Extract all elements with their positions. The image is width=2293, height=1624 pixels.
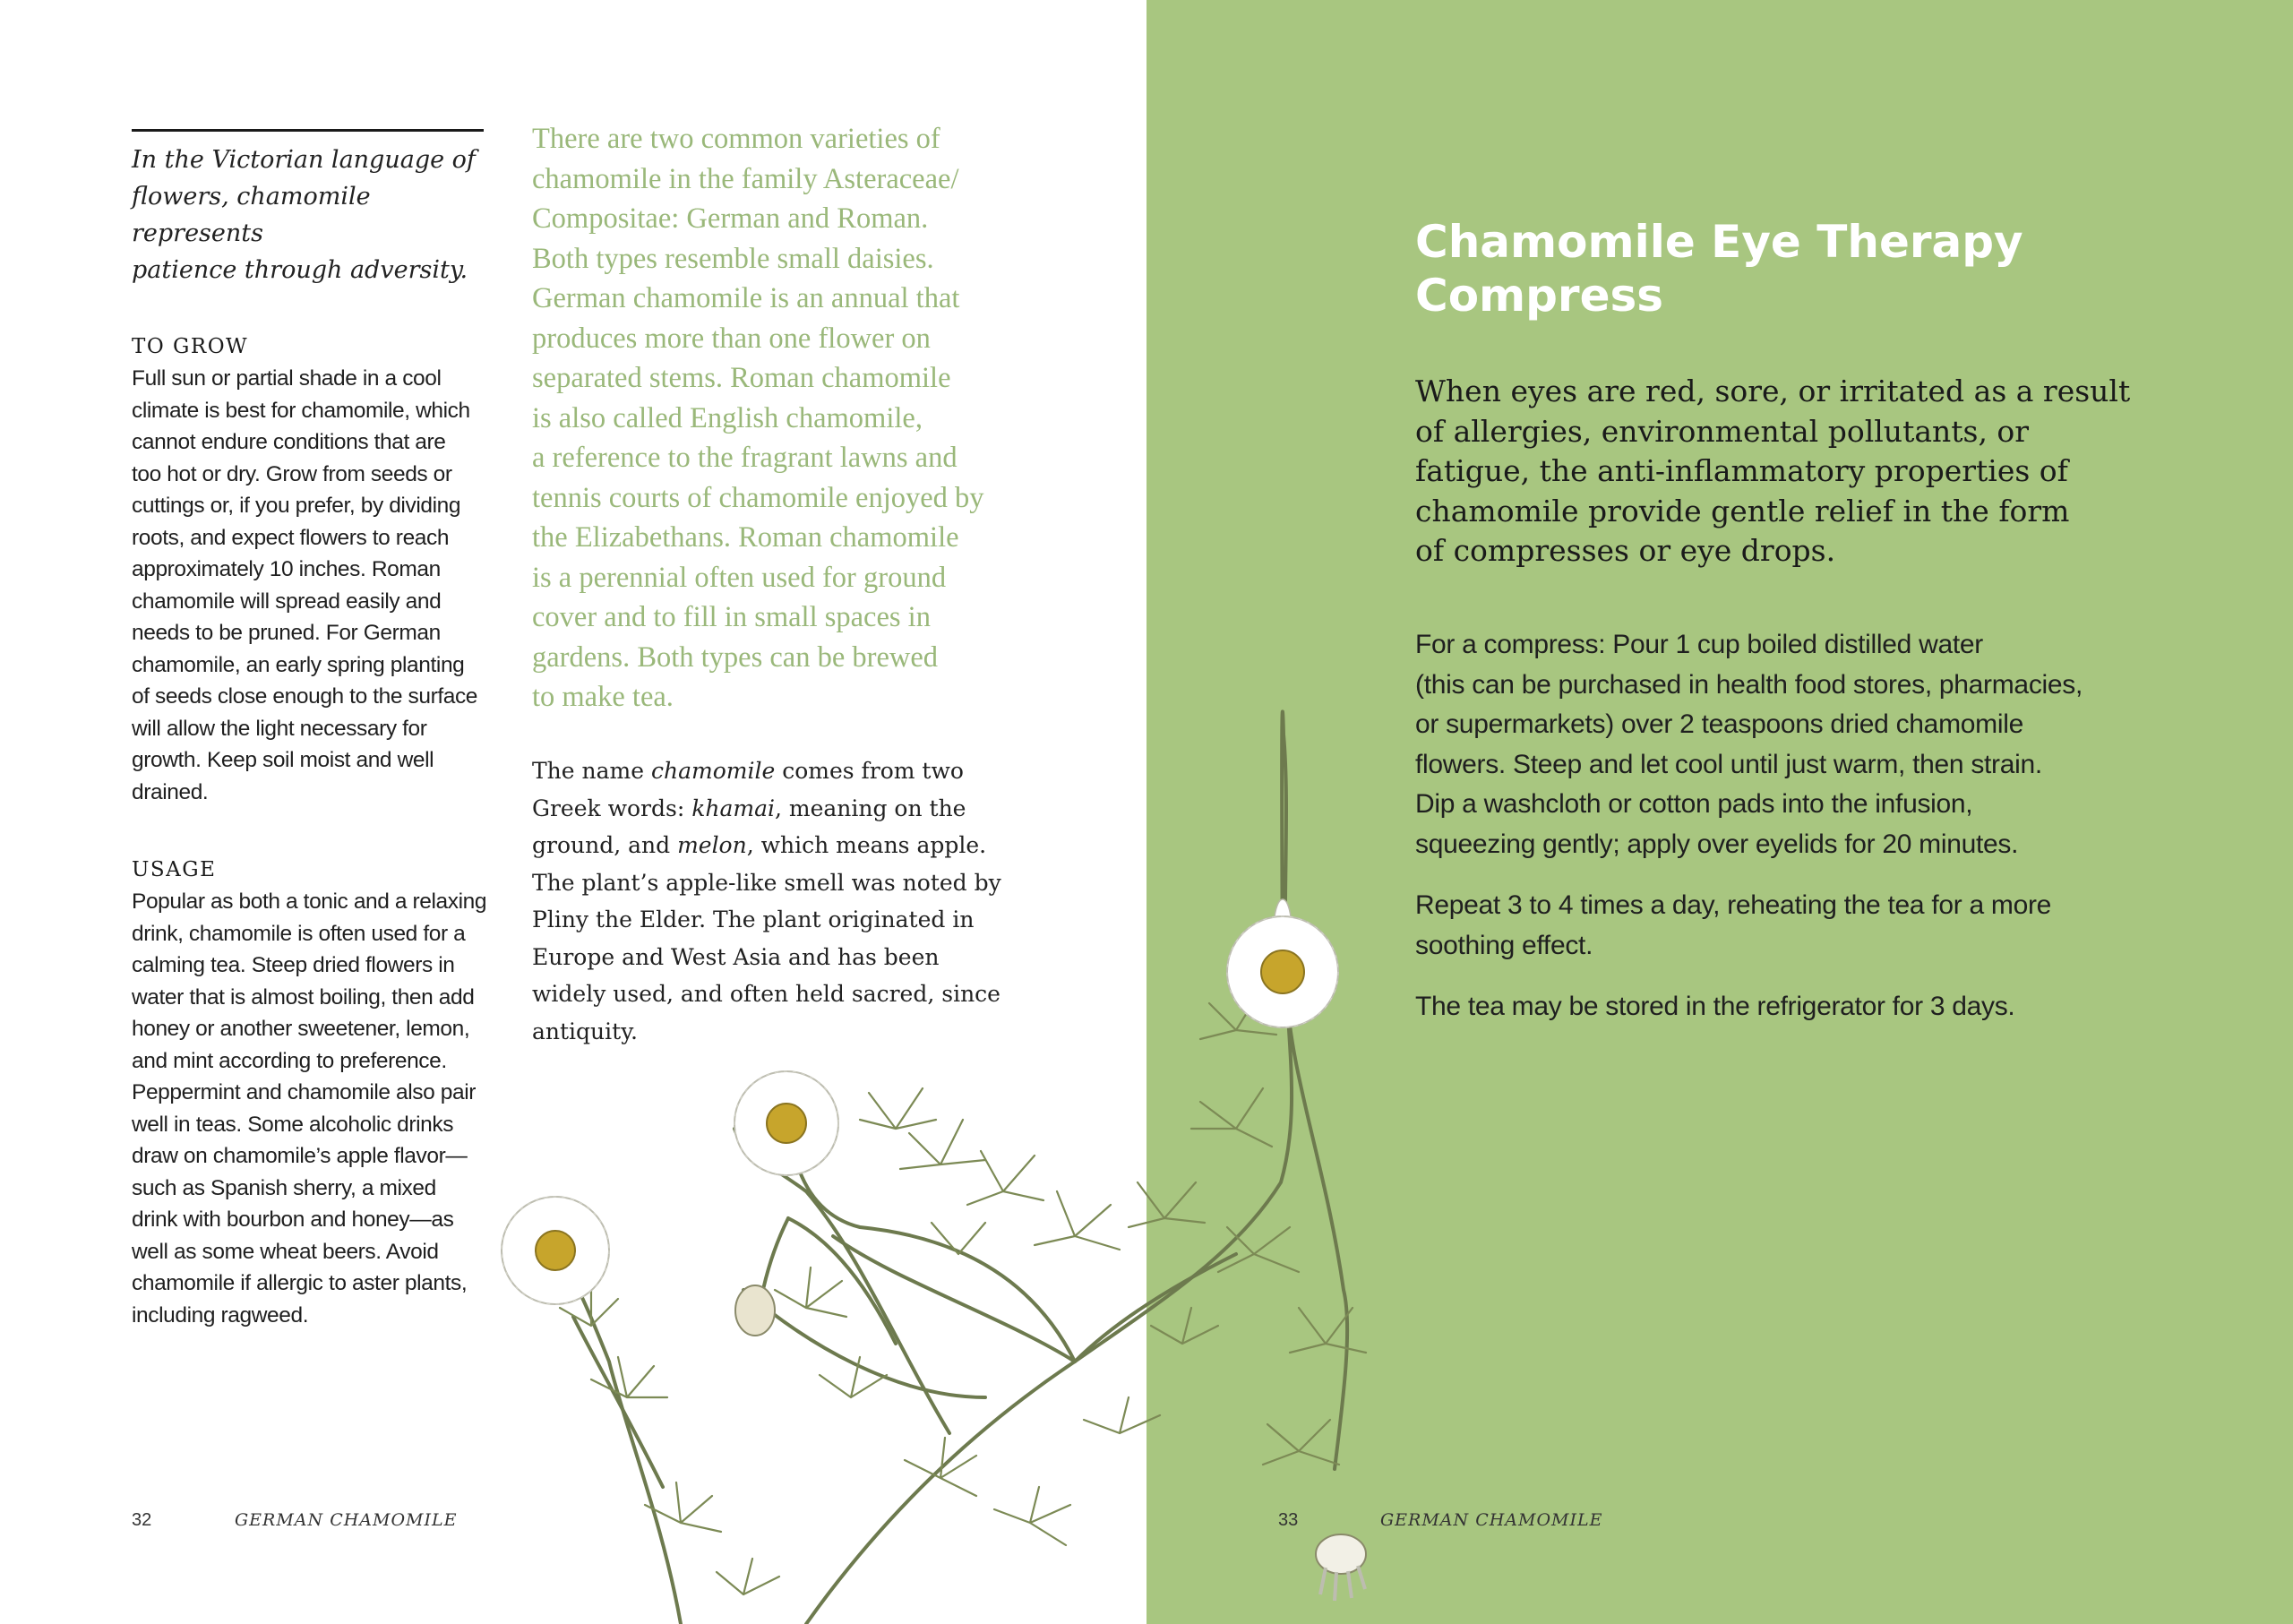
intro-line: tennis courts of chamomile enjoyed by [532, 481, 984, 514]
pullquote-line: flowers, chamomile represents [132, 183, 371, 247]
usage-line: drink, chamomile is often used for a [132, 921, 466, 946]
intro-line: the Elizabethans. Roman chamomile [532, 521, 959, 554]
repeat-line: Repeat 3 to 4 times a day, reheating the tea for a more [1415, 890, 2052, 920]
recipe-intro-line: chamomile provide gentle relief in the form [1415, 493, 2070, 528]
compress-line: For a compress: Pour 1 cup boiled distilled water [1415, 630, 1983, 659]
usage-line: calming tea. Steep dried flowers in [132, 953, 455, 977]
intro-line: is a perennial often used for ground [532, 561, 947, 594]
to-grow-line: of seeds close enough to the surface [132, 684, 478, 709]
storage-note: The tea may be stored in the refrigerator for 3 days. [1415, 992, 2015, 1021]
to-grow-line: approximately 10 inches. Roman [132, 557, 441, 581]
etymology-term: melon [677, 832, 747, 858]
repeat-instructions [1415, 886, 2132, 966]
intro-line: cover and to fill in small spaces in [532, 601, 931, 633]
page-number-right: 33 [1278, 1510, 1299, 1530]
to-grow-body [132, 363, 490, 808]
compress-line: flowers. Steep and let cool until just warm, then strain. [1415, 749, 2042, 779]
compress-line: squeezing gently; apply over eyelids for 20 minutes. [1415, 829, 2019, 859]
compress-instructions [1415, 625, 2132, 864]
pullquote-line: patience through adversity. [132, 256, 468, 284]
usage-line: well in teas. Some alcoholic drinks [132, 1112, 454, 1137]
intro-paragraph [532, 119, 1052, 717]
to-grow-line: Full sun or partial shade in a cool [132, 366, 442, 391]
usage-line: honey or another sweetener, lemon, [132, 1017, 470, 1041]
etymology-text: comes from two Greek words: [532, 758, 964, 821]
to-grow-line: needs to be pruned. For German [132, 621, 441, 645]
to-grow-line: growth. Keep soil moist and well [132, 748, 434, 772]
intro-line: separated stems. Roman chamomile [532, 362, 951, 394]
intro-line: German chamomile is an annual that [532, 282, 960, 314]
usage-line: draw on chamomile’s apple flavor— [132, 1144, 468, 1168]
etymology-text: , meaning on the ground, and [532, 795, 966, 858]
repeat-line: soothing effect. [1415, 930, 1593, 960]
recipe-intro-line: of allergies, environmental pollutants, or [1415, 413, 2030, 449]
running-title-right: GERMAN CHAMOMILE [1380, 1510, 1603, 1530]
intro-line: Both types resemble small daisies. [532, 242, 934, 275]
to-grow-line: drained. [132, 779, 209, 804]
intro-line: Compositae: German and Roman. [532, 202, 929, 235]
usage-line: such as Spanish sherry, a mixed [132, 1175, 436, 1200]
recipe-intro-line: When eyes are red, sore, or irritated as a result [1415, 374, 2131, 408]
recipe-intro-line: of compresses or eye drops. [1415, 533, 1836, 568]
usage-line: water that is almost boiling, then add [132, 984, 475, 1010]
intro-line: chamomile in the family Asteraceae/ [532, 162, 959, 195]
compress-line: or supermarkets) over 2 teaspoons dried chamomile [1415, 709, 2023, 739]
usage-line: chamomile if allergic to aster plants, [132, 1271, 468, 1295]
etymology-text: The name [532, 758, 651, 784]
intro-line: gardens. Both types can be brewed [532, 640, 939, 674]
to-grow-line: cannot endure conditions that are [132, 430, 446, 454]
intro-line: produces more than one flower on [532, 322, 931, 355]
pullquote [132, 142, 490, 288]
page-number-left: 32 [132, 1510, 152, 1530]
intro-line: to make tea. [532, 681, 674, 713]
usage-body [132, 886, 490, 1331]
to-grow-line: chamomile, an early spring planting [132, 652, 465, 677]
usage-line: Popular as both a tonic and a relaxing [132, 889, 487, 914]
to-grow-line: climate is best for chamomile, which [132, 398, 470, 423]
recipe-title-line: Chamomile Eye Therapy [1415, 216, 2023, 268]
to-grow-line: too hot or dry. Grow from seeds or [132, 461, 452, 486]
to-grow-line: chamomile will spread easily and [132, 589, 442, 614]
intro-line: There are two common varieties of [532, 123, 940, 155]
usage-line: including ragweed. [132, 1302, 309, 1328]
running-title-left: GERMAN CHAMOMILE [235, 1510, 458, 1530]
compress-line: Dip a washcloth or cotton pads into the infusion, [1415, 789, 1973, 819]
usage-line: well as some wheat beers. Avoid [132, 1239, 439, 1264]
intro-line: a reference to the fragrant lawns and [532, 442, 958, 474]
recipe-title [1415, 215, 2042, 322]
etymology-text: , which means apple. The plant’s apple-like smell was noted by Pliny the Elder. The plant originated in Europe and West Asia and has been widely used, and often held sacred, since antiquity. [532, 832, 1001, 1044]
pullquote-line: In the Victorian language of [132, 146, 476, 174]
etymology-term: khamai [691, 795, 775, 821]
compress-line: (this can be purchased in health food stores, pharmacies, [1415, 669, 2083, 700]
recipe-intro-line: fatigue, the anti-inflammatory properties of [1415, 453, 2068, 488]
usage-line: drink with bourbon and honey—as [132, 1207, 454, 1232]
etymology-term: chamomile [650, 758, 776, 784]
recipe-intro [1415, 372, 2132, 571]
to-grow-line: roots, and expect flowers to reach [132, 525, 450, 550]
usage-line: and mint according to preference. [132, 1048, 447, 1073]
pullquote-rule [132, 129, 484, 132]
usage-line: Peppermint and chamomile also pair [132, 1080, 477, 1104]
to-grow-line: cuttings or, if you prefer, by dividing [132, 494, 461, 518]
intro-line: is also called English chamomile, [532, 401, 923, 434]
to-grow-line: will allow the light necessary for [132, 716, 427, 741]
to-grow-heading: TO GROW [132, 335, 249, 358]
etymology-paragraph [532, 752, 1016, 1050]
usage-heading: USAGE [132, 858, 217, 881]
recipe-title-line: Compress [1415, 270, 1664, 322]
